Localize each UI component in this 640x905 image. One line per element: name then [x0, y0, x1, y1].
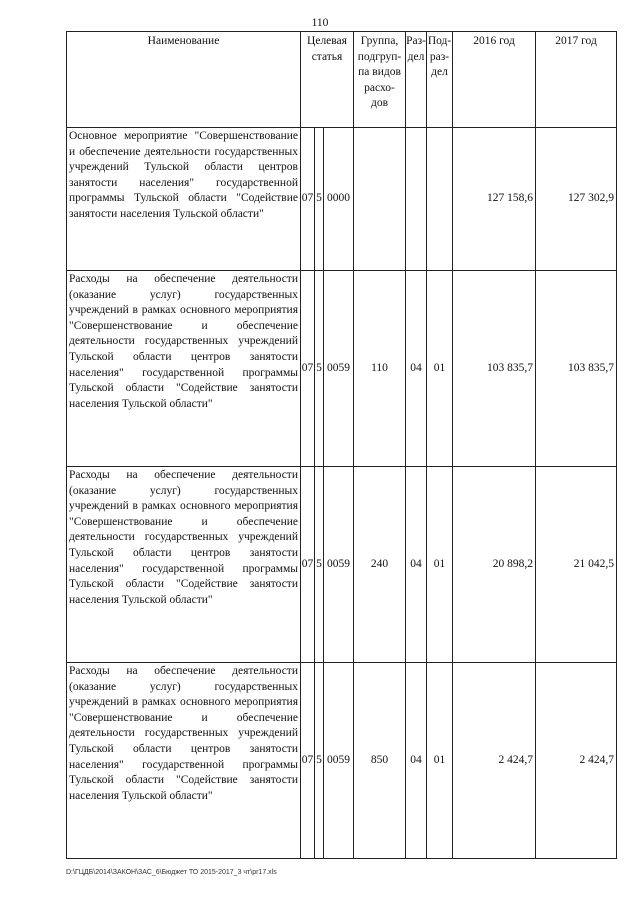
row-amount-2016: 127 158,6	[453, 128, 536, 271]
row-name: Расходы на обеспечение деятельности (оказание услуг) государственных учреждений в рамках основного мероприятия "Совершенствование и обеспечение деятельности государственных учреждений Тульской области центров занятости населения" государственной программы Тульской области "Содействие занятости населения Тульской области"	[67, 467, 301, 663]
table-row	[67, 128, 617, 271]
row-group	[354, 128, 406, 271]
row-target-article-subprogram: 5	[315, 128, 324, 271]
row-section: 04	[406, 271, 427, 467]
row-target-article-direction: 0000	[324, 128, 354, 271]
header-target-article	[301, 32, 354, 128]
row-target-article-subprogram: 5	[315, 663, 324, 859]
header-target-article-line-1: Целевая	[307, 35, 347, 47]
row-group: 850	[354, 663, 406, 859]
header-year-2017: 2017 год	[536, 32, 617, 128]
table-row	[67, 663, 617, 859]
header-subsection	[427, 32, 453, 128]
table-row	[67, 271, 617, 467]
row-name: Основное мероприятие "Совершенствование и обеспечение деятельности государственных учреждений Тульской области центров занятости населения" государственной программы Тульской области "Содействие занятости населения Тульской области"	[67, 128, 301, 271]
row-amount-2016: 2 424,7	[453, 663, 536, 859]
row-target-article-subprogram: 5	[315, 467, 324, 663]
header-group-line: подгруп-	[357, 50, 402, 63]
row-amount-2016: 20 898,2	[453, 467, 536, 663]
row-subsection: 01	[427, 663, 453, 859]
row-subsection: 01	[427, 271, 453, 467]
header-group-line: расхо-	[364, 81, 395, 94]
row-subsection	[427, 128, 453, 271]
budget-table	[66, 31, 617, 859]
row-section: 04	[406, 663, 427, 859]
row-amount-2017: 2 424,7	[536, 663, 617, 859]
page-number: 110	[311, 17, 329, 29]
header-section-line: Раз-	[406, 35, 426, 47]
row-name: Расходы на обеспечение деятельности (оказание услуг) государственных учреждений в рамках основного мероприятия "Совершенствование и обеспечение деятельности государственных учреждений Тульской области центров занятости населения" государственной программы Тульской области "Содействие занятости населения Тульской области"	[67, 271, 301, 467]
header-group-line: дов	[371, 97, 389, 110]
header-name: Наименование	[67, 32, 301, 128]
row-target-article-direction: 0059	[324, 663, 354, 859]
file-path-footer: D:\ГЦДБ\2014\ЗАКОН\ЗАС_6\Бюджет ТО 2015-2017_3 чт\pr17.xls	[66, 869, 277, 876]
row-target-article-program: 07	[301, 128, 315, 271]
header-year-2016: 2016 год	[453, 32, 536, 128]
row-target-article-subprogram: 5	[315, 271, 324, 467]
row-subsection: 01	[427, 467, 453, 663]
header-subsection-line: раз-	[429, 50, 450, 63]
row-name: Расходы на обеспечение деятельности (оказание услуг) государственных учреждений в рамках основного мероприятия "Совершенствование и обеспечение деятельности государственных учреждений Тульской области центров занятости населения" государственной программы Тульской области "Содействие занятости населения Тульской области"	[67, 663, 301, 859]
row-target-article-direction: 0059	[324, 467, 354, 663]
header-subsection-line: дел	[431, 66, 448, 79]
header-row	[67, 32, 617, 128]
row-group: 240	[354, 467, 406, 663]
row-target-article-program: 07	[301, 467, 315, 663]
header-group-line: Группа,	[360, 35, 399, 47]
row-section: 04	[406, 467, 427, 663]
row-amount-2017: 21 042,5	[536, 467, 617, 663]
header-section-line: дел	[407, 50, 425, 63]
row-amount-2017: 103 835,7	[536, 271, 617, 467]
row-amount-2017: 127 302,9	[536, 128, 617, 271]
header-subsection-line: Под-	[427, 35, 452, 47]
row-amount-2016: 103 835,7	[453, 271, 536, 467]
row-section	[406, 128, 427, 271]
table-row	[67, 467, 617, 663]
header-section	[406, 32, 427, 128]
header-group	[354, 32, 406, 128]
header-target-article-line-2: статья	[311, 50, 343, 63]
row-target-article-program: 07	[301, 663, 315, 859]
row-target-article-program: 07	[301, 271, 315, 467]
row-target-article-direction: 0059	[324, 271, 354, 467]
row-group: 110	[354, 271, 406, 467]
header-group-line: па видов	[358, 66, 401, 79]
